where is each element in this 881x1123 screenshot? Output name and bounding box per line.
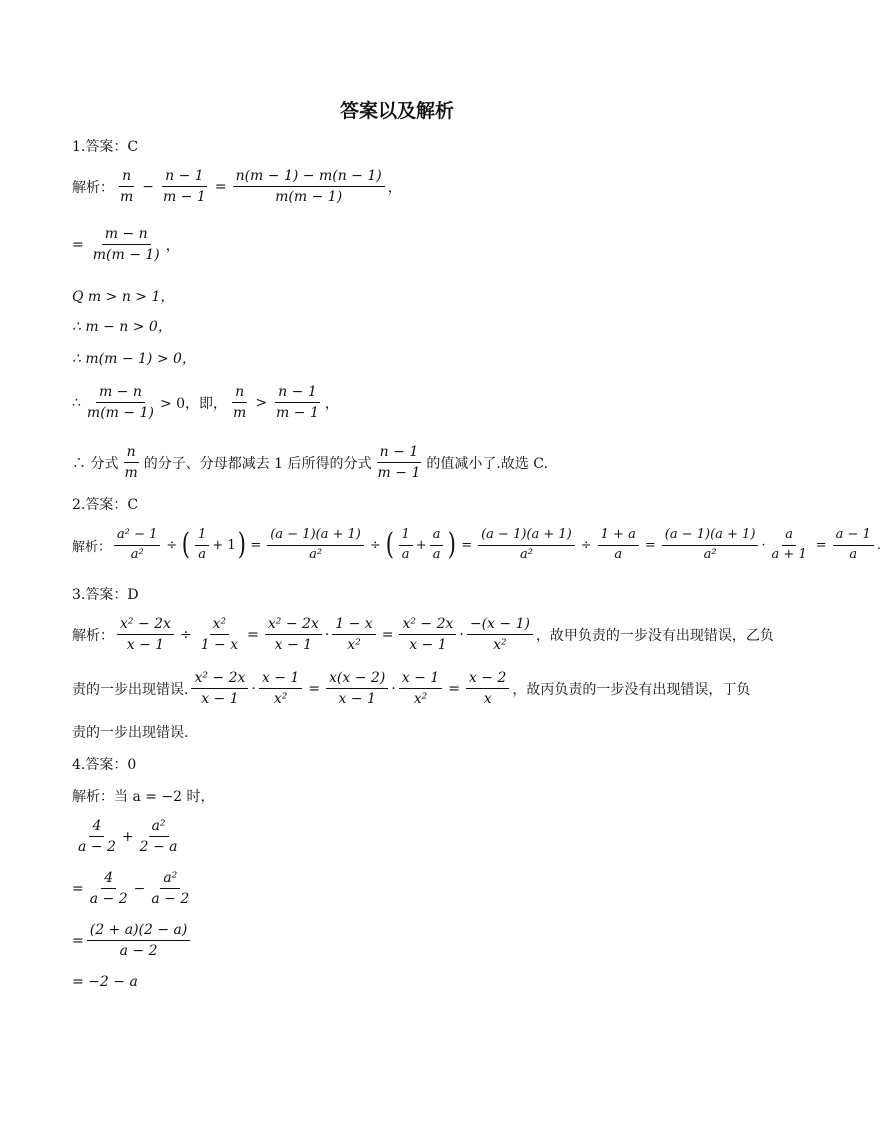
q1-solution-line-1: 解析： $\frac{n}{m}$ − $\frac{n - 1}{m - 1}$ = $\frac{n(m - 1) - m(n - 1)}{m(m - 1)}$ ， <box>72 168 402 206</box>
solution-label: 解析： <box>72 539 112 555</box>
q1-solution-line-6: ∴ $\frac{m - n}{m(m - 1)}$ > 0，即， $\frac{n}{m}$ > $\frac{n - 1}{m - 1}$ ， <box>72 384 339 422</box>
q1-answer: 1.答案：C <box>72 139 139 155</box>
fraction: $\frac{n}{m}$ <box>124 444 138 482</box>
fraction: $\frac{a}{a}$ <box>430 528 444 563</box>
fraction: $\frac{\text{x²}}{1 - x}$ <box>200 616 239 654</box>
fraction: $\frac{4}{a - 2}$ <box>78 818 116 856</box>
q1-solution-line-2: = $\frac{m - n}{m(m - 1)}$ ， <box>72 226 180 264</box>
fraction: $\frac{-(x - 1)}{\text{x²}}$ <box>467 616 533 653</box>
fraction: $\frac{1 - x}{\text{x²}}$ <box>332 616 375 653</box>
fraction: $\frac{1 + a}{a}$ <box>598 528 639 563</box>
fraction: $\frac{\text{a²}}{a - 2}$ <box>151 870 190 908</box>
solution-label: 解析： <box>72 627 114 644</box>
fraction: $\frac{\text{x² − 2x}}{x - 1}$ <box>265 616 322 653</box>
fraction: $\frac{n(m - 1) - m(n - 1)}{m(m - 1)}$ <box>233 168 385 205</box>
q3-solution-line-1: 解析： $\frac{\text{x² − 2x}}{x - 1}$ ÷ $\frac{\text{x²}}{1 - x}$ = $\frac{\text{x² − 2x}}{x - 1}$ · $\frac{1 - x}{\text{x²}}$ = $\frac{\text{x² − 2x}}{x - 1}$ · $\frac{-(x - 1)}{\text{x²}}$ ，故甲负责的一步没有出现错误，乙负 <box>72 616 774 654</box>
q3-answer: 3.答案：D <box>72 587 139 603</box>
page-title: 答案以及解析 <box>339 100 454 122</box>
fraction: $\frac{m - n}{m(m - 1)}$ <box>86 384 154 422</box>
fraction: $\frac{x - 1}{\text{x²}}$ <box>259 670 302 707</box>
q4-answer: 4.答案：0 <box>72 757 137 773</box>
right-paren: ) <box>448 527 457 563</box>
fraction: $\frac{n - 1}{m - 1}$ <box>377 444 421 482</box>
fraction: $\frac{n}{m}$ <box>233 384 247 422</box>
fraction: $\frac{(2 + a)(2 - a)}{a - 2}$ <box>87 922 191 959</box>
fraction: $\frac{(a - 1)(a + 1)}{\text{a²}}$ <box>478 528 575 563</box>
fraction: $\frac{x - 2}{x}$ <box>466 670 509 707</box>
fraction: $\frac{1}{a}$ <box>399 528 413 563</box>
fraction: $\frac{a}{a + 1}$ <box>771 527 807 562</box>
q2-solution-line-1: 解析： $\frac{\text{a² − 1}}{\text{a²}}$ ÷ ( $\frac{1}{a}$ + 1 ) = $\frac{(a - 1)(a + 1)}{\text{a²}}$ ÷ ( $\frac{1}{a}$ + $\frac{a}{a}$ ) = $\frac{(a - 1)(a + 1)}{\text{a²}}$ ÷ $\frac{1 + a}{a}$ = $\frac{(a - 1)(a + 1)}{\text{a²}}$ · $\frac{a}{a + 1}$ = $\frac{a - 1}{a}$ . <box>72 527 881 563</box>
q2-answer: 2.答案：C <box>72 497 139 513</box>
q4-step-2: = $\frac{4}{a - 2}$ − $\frac{\text{a²}}{a - 2}$ <box>72 870 732 907</box>
fraction: $\frac{\text{x² − 2x}}{x - 1}$ <box>117 616 174 653</box>
q1-solution-line-3: Q m > n > 1， <box>72 289 175 305</box>
fraction: $\frac{4}{a - 2}$ <box>89 870 128 908</box>
q3-solution-line-2: 责的一步出现错误. $\frac{\text{x² − 2x}}{x - 1}$ · $\frac{x - 1}{\text{x²}}$ = $\frac{x(x - 2)}{x - 1}$ · $\frac{x - 1}{\text{x²}}$ = $\frac{x - 2}{x}$ ，故丙负责的一步没有出现错误，丁负 <box>72 670 751 708</box>
left-paren: ( <box>182 527 191 563</box>
fraction: $\frac{x - 1}{\text{x²}}$ <box>399 670 442 707</box>
fraction: $\frac{x(x - 2)}{x - 1}$ <box>326 670 388 707</box>
left-paren: ( <box>385 527 394 563</box>
q1-solution-line-4: ∴ m − n > 0， <box>72 319 172 335</box>
q4-step-1: $\frac{4}{a - 2}$ + $\frac{\text{a²}}{2 - a}$ <box>72 818 732 855</box>
fraction: $\frac{\text{x² − 2x}}{x - 1}$ <box>191 670 248 707</box>
right-paren: ) <box>237 527 246 563</box>
q4-step-4: = −2 − a <box>72 974 138 990</box>
fraction: $\frac{(a - 1)(a + 1)}{\text{a²}}$ <box>662 528 759 563</box>
fraction: $\frac{a - 1}{a}$ <box>833 528 874 563</box>
q1-solution-line-5: ∴ m(m − 1) > 0， <box>72 351 196 367</box>
fraction: $\frac{1}{a}$ <box>195 528 209 563</box>
fraction: $\frac{n - 1}{m - 1}$ <box>163 168 206 206</box>
fraction: $\frac{\text{x² − 2x}}{x - 1}$ <box>399 616 456 653</box>
solution-label: 解析： <box>72 179 114 196</box>
q1-solution-line-7: ∴ 分式 $\frac{n}{m}$ 的分子、分母都减去 1 后所得的分式 $\frac{n - 1}{m - 1}$ 的值减小了.故选 C. <box>72 444 548 482</box>
fraction: $\frac{m - n}{m(m - 1)}$ <box>92 226 160 264</box>
fraction: $\frac{n - 1}{m - 1}$ <box>276 384 319 422</box>
q4-step-3: = $\frac{(2 + a)(2 - a)}{a - 2}$ <box>72 922 732 959</box>
fraction: $\frac{(a - 1)(a + 1)}{\text{a²}}$ <box>267 528 364 563</box>
fraction: $\frac{\text{a²}}{2 - a}$ <box>139 818 178 856</box>
fraction: $\frac{\text{a² − 1}}{\text{a²}}$ <box>114 528 160 563</box>
fraction: $\frac{n}{m}$ <box>120 168 134 206</box>
q4-solution-label: 解析：当 a = −2 时， <box>72 789 215 805</box>
q3-solution-line-3: 责的一步出现错误. <box>72 725 189 741</box>
